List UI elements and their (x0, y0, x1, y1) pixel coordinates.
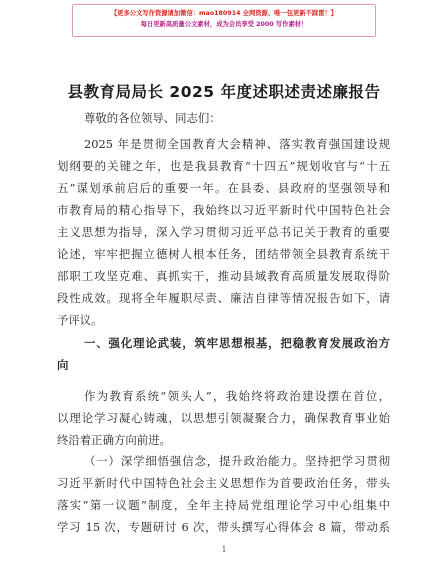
promo-banner-line1: 【更多公文写作资源请加微信：mao180914 全网资源、唯一包更新不踩雷！】 (110, 10, 338, 17)
paragraph-1 (57, 133, 390, 331)
paragraph-line: 作为教育系统“领头人”，我始终将政治建设摆在首位， (84, 389, 390, 403)
document-title: 县教育局局长 2025 年度述职述责述廉报告 (67, 83, 381, 101)
paragraph-3 (57, 450, 390, 538)
paragraph-line: 部职工攻坚克难、真抓实干，推动县域教育高质量发展取得阶 (57, 269, 390, 283)
paragraph-line: 2025 年是贯彻全国教育大会精神、落实教育强国建设规 (84, 137, 390, 151)
paragraph-line: （一）深学细悟强信念，提升政治能力。坚持把学习贯彻 (84, 454, 390, 468)
paragraph-line: 习近平新时代中国特色社会主义思想作为首要政治任务，带头 (57, 476, 390, 490)
paragraph-line: 以理论学习凝心铸魂，以思想引领凝聚合力，确保教育事业始 (57, 411, 390, 425)
paragraph-line: 终沿着正确方向前进。 (57, 433, 171, 447)
paragraph-line: 划纲要的关键之年，也是我县教育“十四五”规划收官与“十五 (57, 159, 390, 173)
paragraph-line: 市教育局的精心指导下，我始终以习近平新时代中国特色社会 (57, 203, 390, 217)
promo-banner (72, 4, 376, 37)
salutation: 尊敬的各位领导、同志们： (84, 111, 221, 125)
section-1-heading (57, 332, 390, 376)
promo-banner-line2: 每日更新高质量公文素材，成为会员享受 2000 写作素材！ (140, 21, 308, 28)
paragraph-line: 五”谋划承前启后的重要一年。在县委、县政府的坚强领导和 (57, 181, 390, 195)
paragraph-line: 学习 15 次，专题研讨 6 次，带头撰写心得体会 8 篇，带动系 (57, 520, 390, 534)
paragraph-line: 予评议。 (57, 313, 103, 327)
paragraph-line: 主义思想为指导，深入学习贯彻习近平总书记关于教育的重要 (57, 225, 390, 239)
document-body (57, 107, 390, 129)
heading-line: 向 (57, 358, 69, 372)
paragraph-line: 段性成效。现将全年履职尽责、廉洁自律等情况报告如下，请 (57, 291, 390, 305)
page-number: 1 (221, 545, 227, 554)
heading-line: 一、强化理论武装，筑牢思想根基，把稳教育发展政治方 (84, 336, 390, 350)
paragraph-2 (57, 385, 390, 451)
paragraph-line: 落实“第一议题”制度，全年主持局党组理论学习中心组集中 (57, 498, 390, 512)
paragraph-line: 论述，牢牢把握立德树人根本任务，团结带领全县教育系统干 (57, 247, 390, 261)
